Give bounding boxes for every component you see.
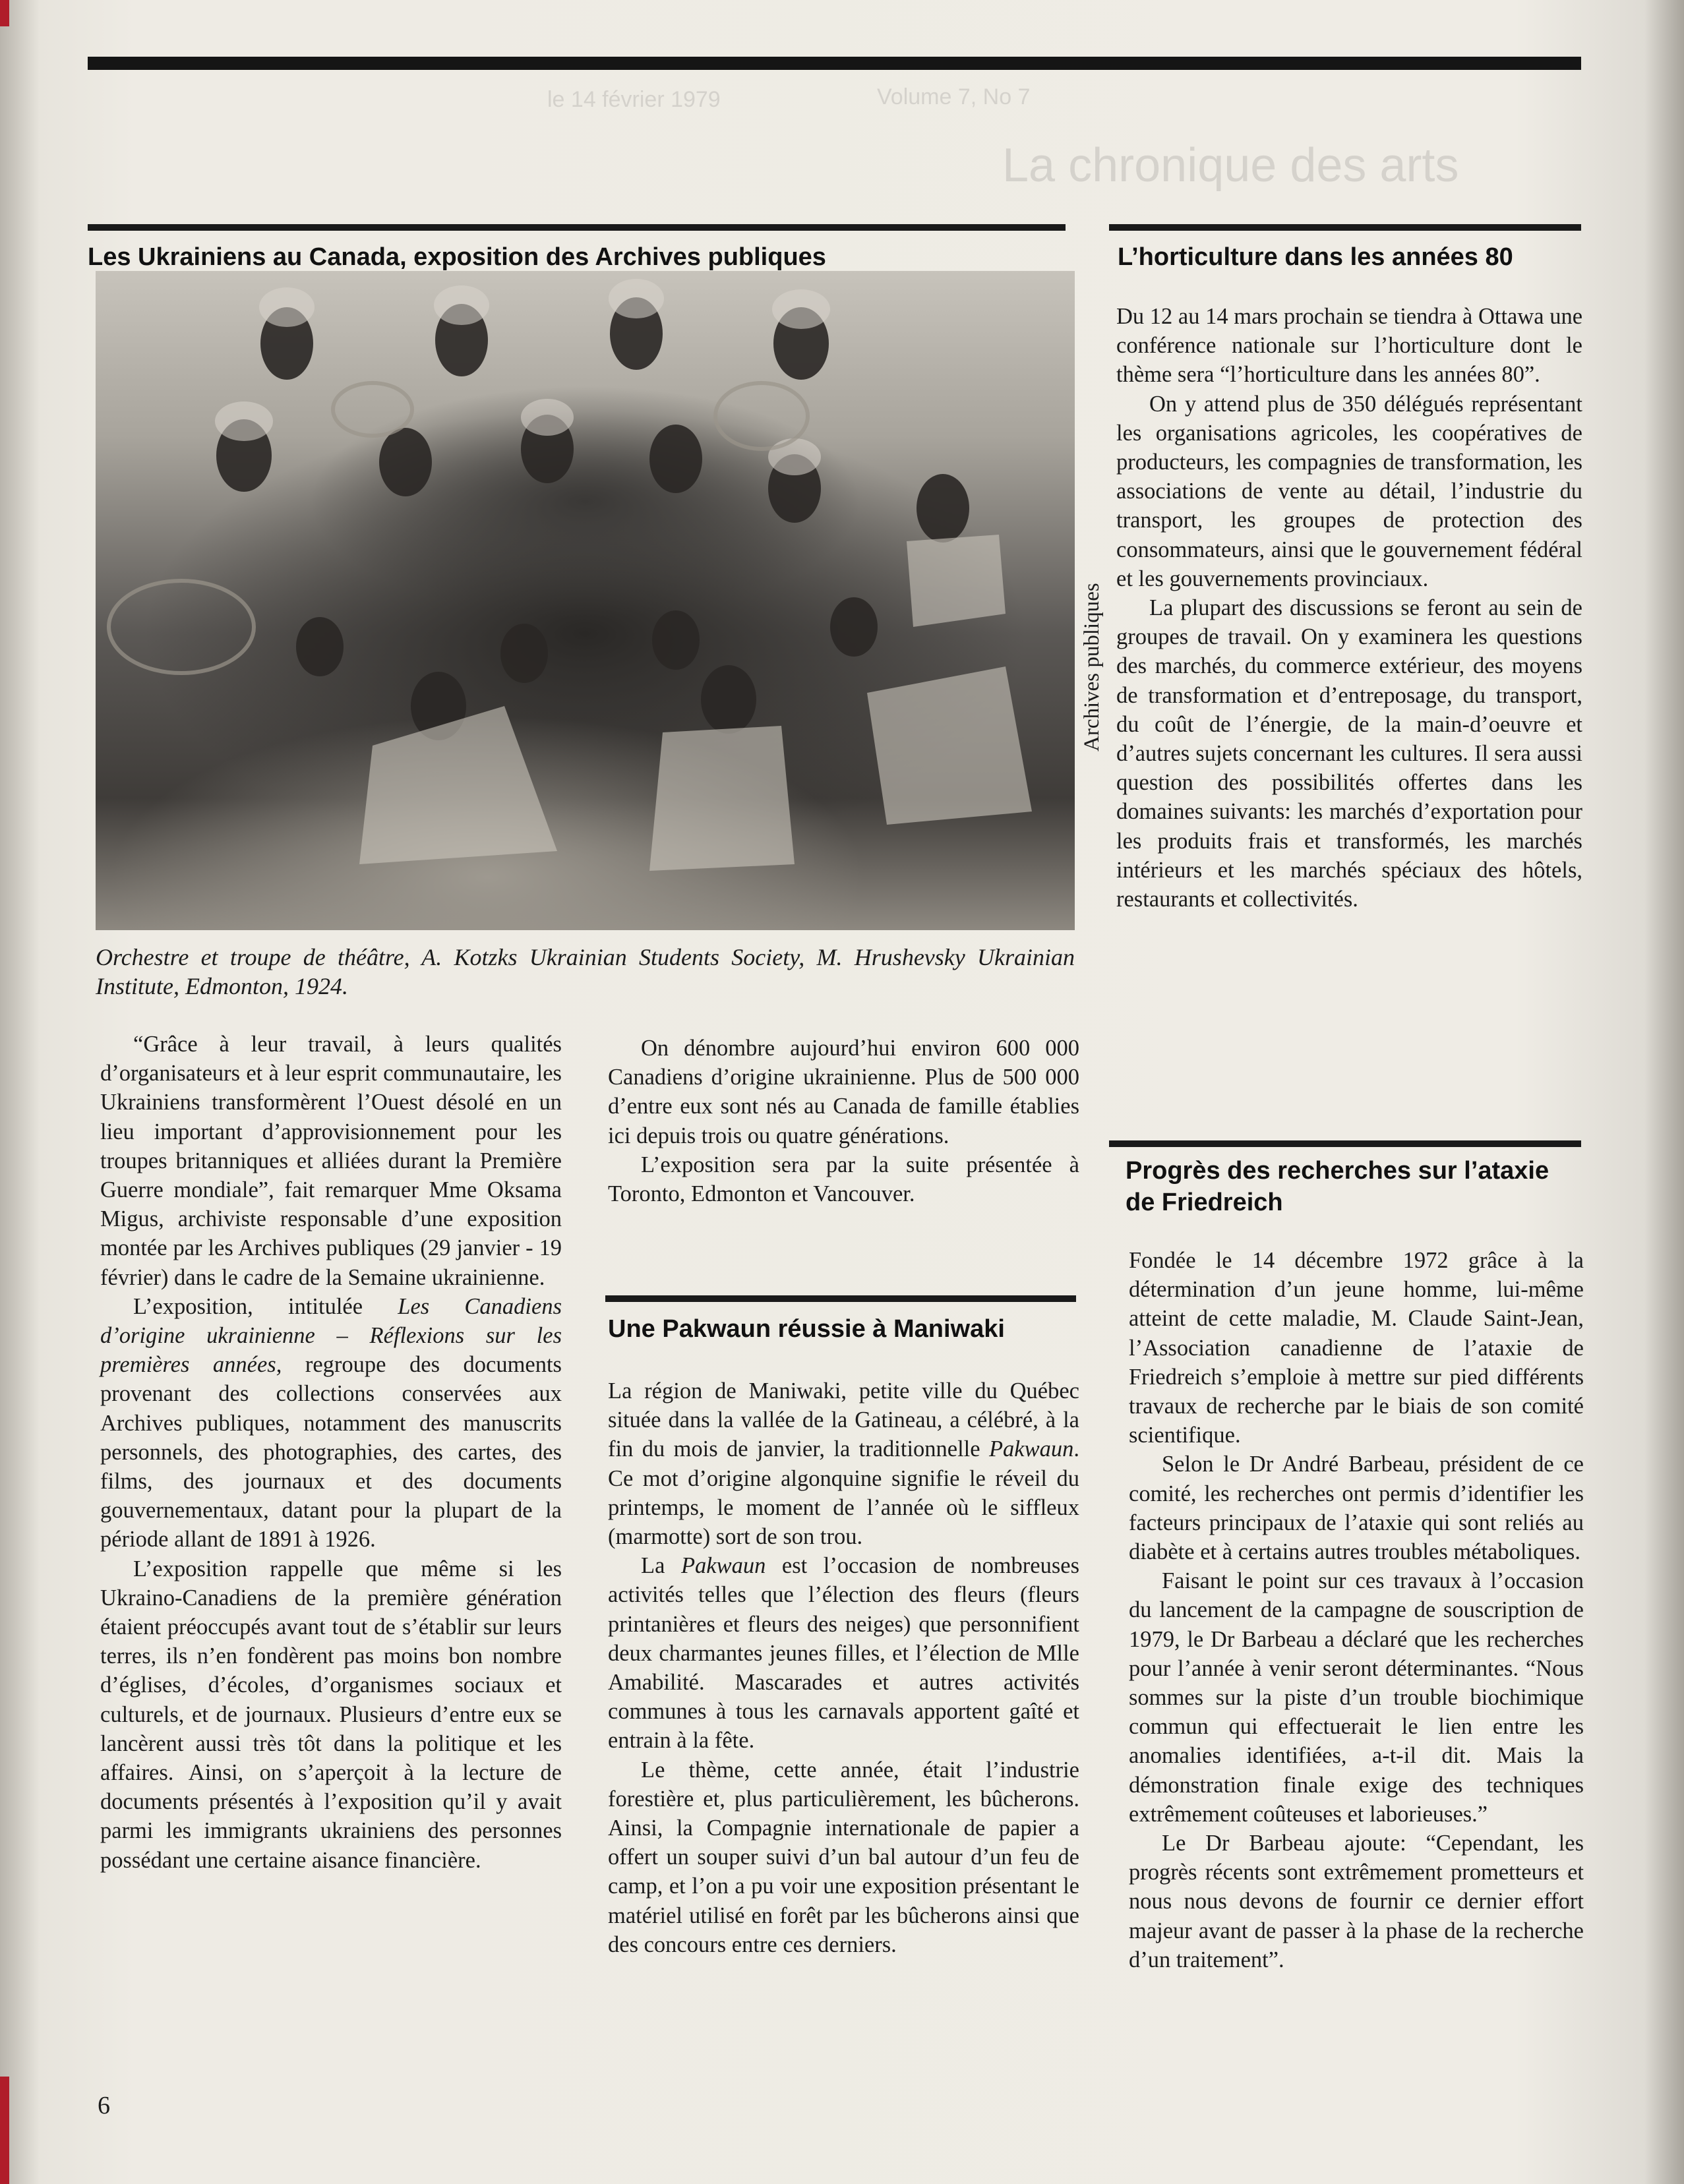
pakwaun-p1-rest: . Ce mot d’origine algonquine signifie le réveil du printemps, le moment de l’année où le siffleux (marmotte) sort de son trou. xyxy=(608,1436,1079,1550)
pakwaun-paragraph-1 xyxy=(608,1376,1079,1551)
horticulture-rule xyxy=(1109,224,1581,231)
pakwaun-p2-rest: est l’occasion de nombreuses activités telles que l’élection des fleurs (fleurs printanières et fleurs des neiges) que personnifient deux charmantes jeunes filles, et l’élection de Mlle Amabilité. Mascarades et autres activités communes à tous les carnavals apportent gaîté et entrain à la fête. xyxy=(608,1553,1079,1754)
horticulture-paragraph-3: La plupart des discussions se feront au sein de groupes de travail. On y examinera les questions des marchés, du commerce extérieur, des moyens de transformation et d’entreposage, du transport, du coût de l’énergie, de la main-d’oeuvre et d’autres sujets concernant les cultures. Il sera aussi question des possibilités offertes dans les domaines suivants: les marchés d’exportation pour les produits frais et transformés, les marchés intérieurs et les marchés spéciaux des hôtels, restaurants et collectivités. xyxy=(1116,595,1582,912)
ukrainiens-paragraph-1: “Grâce à leur travail, à leurs qualités d’organisateurs et à leur esprit communautaire, les Ukrainiens transformèrent l’Ouest désolé en un lieu important d’approvisionnement pour les troupes britanniques et alliées durant la Première Guerre mondiale”, fait remarquer Mme Oksama Migus, archiviste responsable d’une exposition montée par les Archives publiques (29 janvier - 19 février) dans le cadre de la Semaine ukrainienne. xyxy=(100,1032,562,1290)
ataxie-paragraph-3: Faisant le point sur ces travaux à l’occasion du lancement de la campagne de souscription de 1979, le Dr Barbeau a déclaré que les recherches pour l’année à venir seront déterminantes. “Nous sommes sur la piste d’un trouble biochimique commun qui effectuerait le lien entre les anomalies identifiées, a-t-il dit. Mais la démonstration finale exige des techniques extrêmement coûteuses et laborieuses.” xyxy=(1129,1568,1584,1827)
ukrainiens-heading: Les Ukrainiens au Canada, exposition des Archives publiques xyxy=(88,243,826,271)
ataxie-heading: Progrès des recherches sur l’ataxie de Friedreich xyxy=(1126,1157,1549,1216)
top-rule xyxy=(88,57,1581,70)
ukrainiens-paragraph-5: L’exposition sera par la suite présentée à Toronto, Edmonton et Vancouver. xyxy=(608,1152,1079,1207)
pakwaun-term-2: Pakwaun xyxy=(680,1553,766,1579)
photo-figures xyxy=(96,271,1075,930)
ukrainiens-p2-rest: regroupe des documents provenant des collections conservées aux Archives publiques, notamment des manuscrits personnels, des photographies, des cartes, des films, des journaux et des documents gouvernementaux, datant pour la plupart de la période allant de 1891 à 1926. xyxy=(100,1352,562,1552)
ghost-date: le 14 février 1979 xyxy=(547,87,721,112)
page-edge-shadow xyxy=(1644,0,1684,2184)
horticulture-column xyxy=(1116,302,1582,914)
pakwaun-heading: Une Pakwaun réussie à Maniwaki xyxy=(608,1315,1005,1343)
pakwaun-term: Pakwaun xyxy=(988,1436,1074,1462)
pakwaun-paragraph-2 xyxy=(608,1551,1079,1755)
ataxie-paragraph-4: Le Dr Barbeau ajoute: “Cependant, les progrès récents sont extrêmement prometteurs et nous nous devons de fournir ce dernier effort majeur avant de passer à la phase de la recherche d’un traitement”. xyxy=(1129,1831,1584,1972)
photo-caption: Orchestre et troupe de théâtre, A. Kotzks Ukrainian Students Society, M. Hrushevsky Ukrainian Institute, Edmonton, 1924. xyxy=(96,944,1075,999)
pakwaun-paragraph-3: Le thème, cette année, était l’industrie forestière et, plus particulièrement, les bûcherons. Ainsi, la Compagnie internationale de papier a offert un souper suivi d’un bal autour d’un feu de camp, et l’on a pu voir une exposition présentant le matériel utilisé en forêt par les bûcherons ainsi que des concours entre ces derniers. xyxy=(608,1757,1079,1957)
ukrainiens-paragraph-4: On dénombre aujourd’hui environ 600 000 Canadiens d’origine ukrainienne. Plus de 500 000 d’entre eux sont nés au Canada de famille établies ici depuis trois ou quatre générations. xyxy=(608,1036,1079,1148)
pakwaun-rule xyxy=(605,1295,1076,1302)
ataxie-paragraph-2: Selon le Dr André Barbeau, président de ce comité, les recherches ont permis d’identifier les facteurs principaux de l’ataxie qui sont reliés au diabète et à certains autres troubles métaboliques. xyxy=(1129,1452,1584,1565)
pakwaun-p2-lead: La xyxy=(641,1553,681,1579)
ukrainiens-p2-lead: L’exposition, intitulée xyxy=(133,1293,398,1319)
binding-mark-top xyxy=(0,0,9,26)
ukrainiens-paragraph-2 xyxy=(100,1292,562,1554)
group-photograph xyxy=(96,271,1075,930)
pakwaun-column xyxy=(608,1376,1079,1959)
binding-mark-bottom xyxy=(0,2077,9,2184)
horticulture-paragraph-1: Du 12 au 14 mars prochain se tiendra à Ottawa une conférence nationale sur l’horticulture dont le thème sera “l’horticulture dans les années 80”. xyxy=(1116,304,1583,388)
ghost-title: La chronique des arts xyxy=(1002,139,1459,192)
gutter-shadow xyxy=(0,0,40,2184)
exhibition-title: Les Canadiens d’origine ukrainienne – Réflexions sur les premières années, xyxy=(100,1293,562,1378)
horticulture-heading: L’horticulture dans les années 80 xyxy=(1118,243,1513,271)
ataxie-column xyxy=(1129,1246,1584,1974)
ataxie-rule xyxy=(1109,1140,1581,1147)
ghost-volume: Volume 7, No 7 xyxy=(877,84,1031,109)
photo-credit: Archives publiques xyxy=(1080,583,1104,752)
pakwaun-p1-lead: La région de Maniwaki, petite ville du Québec située dans la vallée de la Gatineau, a célébré, à la fin du mois de janvier, la traditionnelle xyxy=(608,1378,1079,1462)
page-number: 6 xyxy=(98,2092,110,2119)
ukrainiens-column-2 xyxy=(608,1034,1079,1208)
ukrainiens-column-1 xyxy=(100,1030,562,1875)
ataxie-paragraph-1: Fondée le 14 décembre 1972 grâce à la détermination d’un jeune homme, lui-même atteint de cette maladie, M. Claude Saint-Jean, l’Association canadienne de l’ataxie de Friedreich s’emploie à mettre sur pied différents travaux de recherche par le biais de son comité scientifique. xyxy=(1129,1248,1584,1448)
ukrainiens-rule xyxy=(88,224,1066,231)
horticulture-paragraph-2: On y attend plus de 350 délégués représentant les organisations agricoles, les coopératives de producteurs, les compagnies de transformation, les associations de vente au détail, l’industrie du transport, les groupes de protection des consommateurs, ainsi que le gouvernement fédéral et les gouvernements provinciaux. xyxy=(1116,391,1582,591)
ukrainiens-paragraph-3: L’exposition rappelle que même si les Ukraino-Canadiens de la première génération étaient préoccupés avant tout de s’établir sur leurs terres, ils n’en fondèrent pas moins bon nombre d’églises, d’écoles, d’organismes sociaux et culturels, et de journaux. Plusieurs d’entre eux se lancèrent aussi très tôt dans la politique et les affaires. Ainsi, on s’aperçoit à la lecture de documents présentés à l’exposition qu’il y avait parmi les immigrants ukrainiens des personnes possédant une certaine aisance financière. xyxy=(100,1556,562,1873)
